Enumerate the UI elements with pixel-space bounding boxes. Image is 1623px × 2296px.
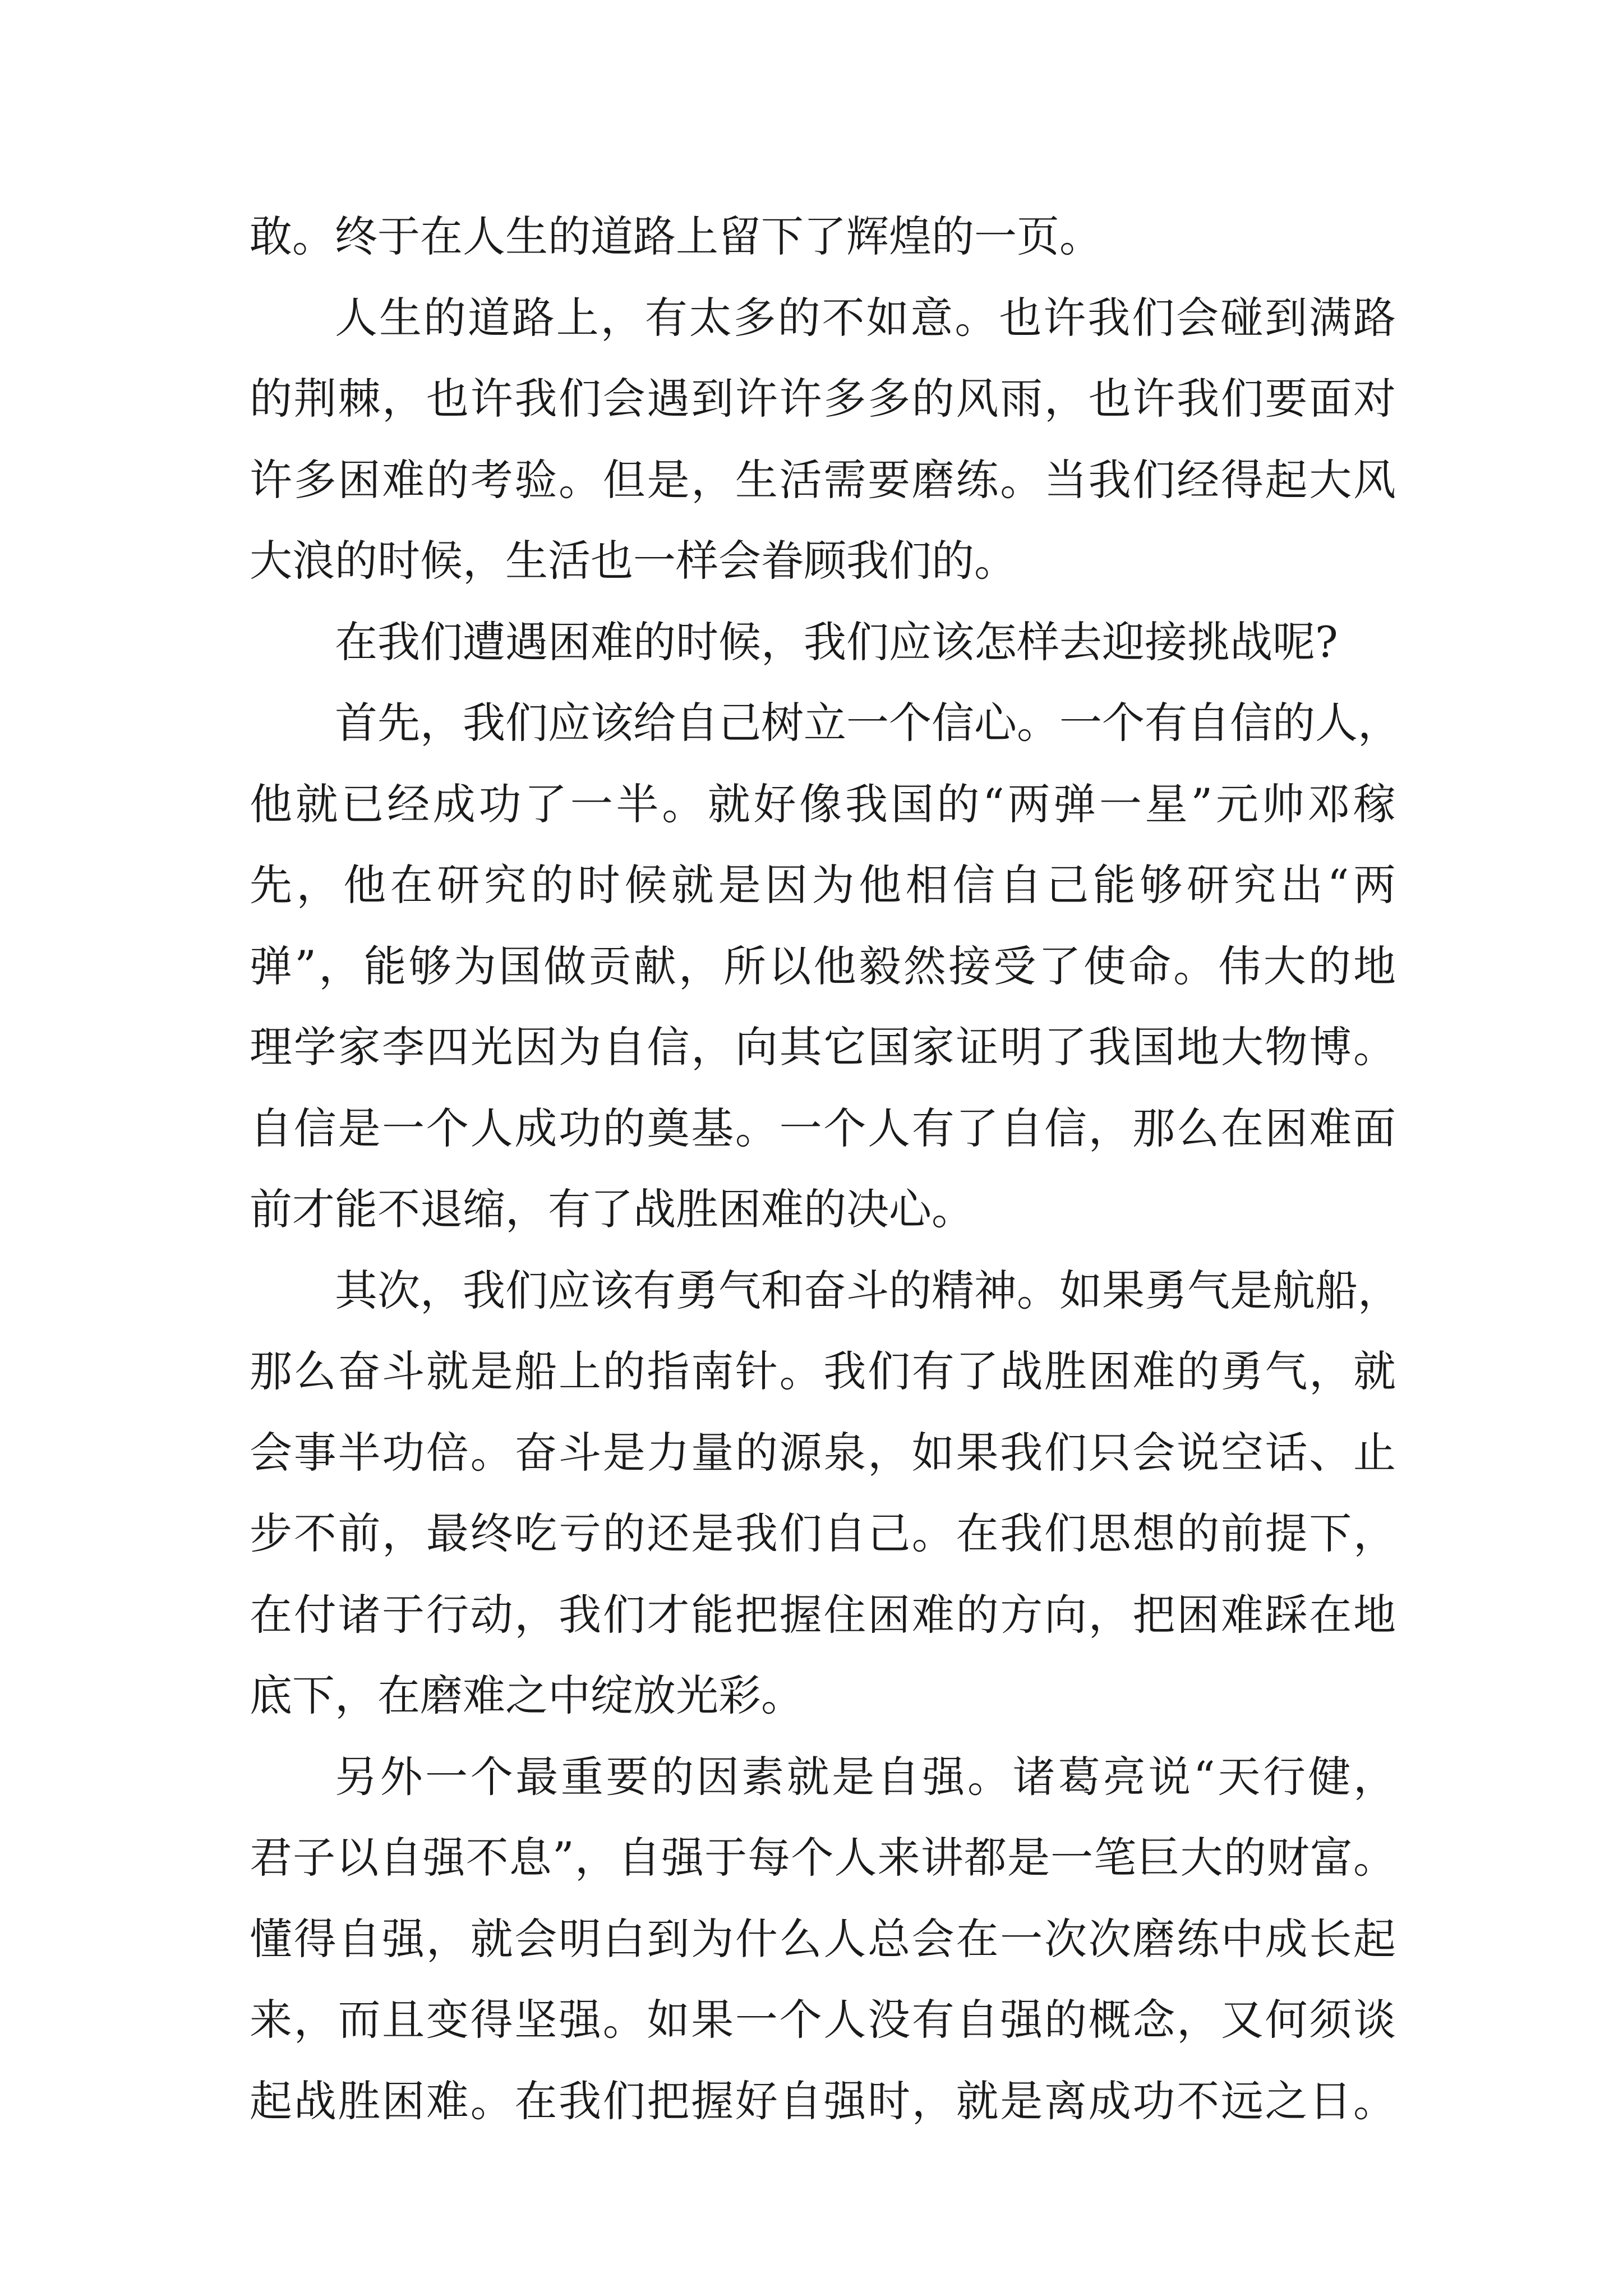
text-line: 其次，我们应该有勇气和奋斗的精神。如果勇气是航船， bbox=[335, 1265, 1400, 1315]
text-line: 那么奋斗就是船上的指南针。我们有了战胜困难的勇气，就 bbox=[250, 1346, 1396, 1396]
text-line: 大浪的时候，生活也一样会眷顾我们的。 bbox=[250, 536, 1017, 586]
text-line: 先，他在研究的时候就是因为他相信自己能够研究出“两 bbox=[250, 860, 1396, 910]
text-line: 在我们遭遇困难的时候，我们应该怎样去迎接挑战呢? bbox=[335, 616, 1338, 667]
text-line: 的荆棘，也许我们会遇到许许多多的风雨，也许我们要面对 bbox=[250, 374, 1396, 424]
text-line: 来，而且变得坚强。如果一个人没有自强的概念，又何须谈 bbox=[250, 1995, 1396, 2045]
text-line: 在付诸于行动，我们才能把握住困难的方向，把困难踩在地 bbox=[250, 1589, 1396, 1640]
text-line: 他就已经成功了一半。就好像我国的“两弹一星”元帅邓稼 bbox=[250, 779, 1396, 829]
text-line: 起战胜困难。在我们把握好自强时，就是离成功不远之日。 bbox=[250, 2076, 1396, 2126]
text-line: 会事半功倍。奋斗是力量的源泉，如果我们只会说空话、止 bbox=[250, 1427, 1396, 1478]
text-line: 首先，我们应该给自己树立一个信心。一个有自信的人， bbox=[335, 698, 1400, 748]
text-line: 人生的道路上，有太多的不如意。也许我们会碰到满路 bbox=[335, 292, 1396, 343]
text-line: 自信是一个人成功的奠基。一个人有了自信，那么在困难面 bbox=[250, 1103, 1396, 1153]
text-line: 另外一个最重要的因素就是自强。诸葛亮说“天行健， bbox=[335, 1751, 1396, 1802]
text-line: 步不前，最终吃亏的还是我们自己。在我们思想的前提下， bbox=[250, 1508, 1396, 1558]
text-line: 敢。终于在人生的道路上留下了辉煌的一页。 bbox=[250, 211, 1102, 261]
text-line: 懂得自强，就会明白到为什么人总会在一次次磨练中成长起 bbox=[250, 1913, 1396, 1964]
text-line: 理学家李四光因为自信，向其它国家证明了我国地大物博。 bbox=[250, 1022, 1396, 1072]
text-line: 前才能不退缩，有了战胜困难的决心。 bbox=[250, 1184, 974, 1234]
text-line: 弹”，能够为国做贡献，所以他毅然接受了使命。伟大的地 bbox=[250, 941, 1396, 991]
text-line: 许多困难的考验。但是，生活需要磨练。当我们经得起大风 bbox=[250, 454, 1396, 505]
text-line: 底下，在磨难之中绽放光彩。 bbox=[250, 1671, 804, 1720]
body-text bbox=[250, 196, 1400, 2142]
text-line: 君子以自强不息”，自强于每个人来讲都是一笔巨大的财富。 bbox=[250, 1833, 1396, 1883]
